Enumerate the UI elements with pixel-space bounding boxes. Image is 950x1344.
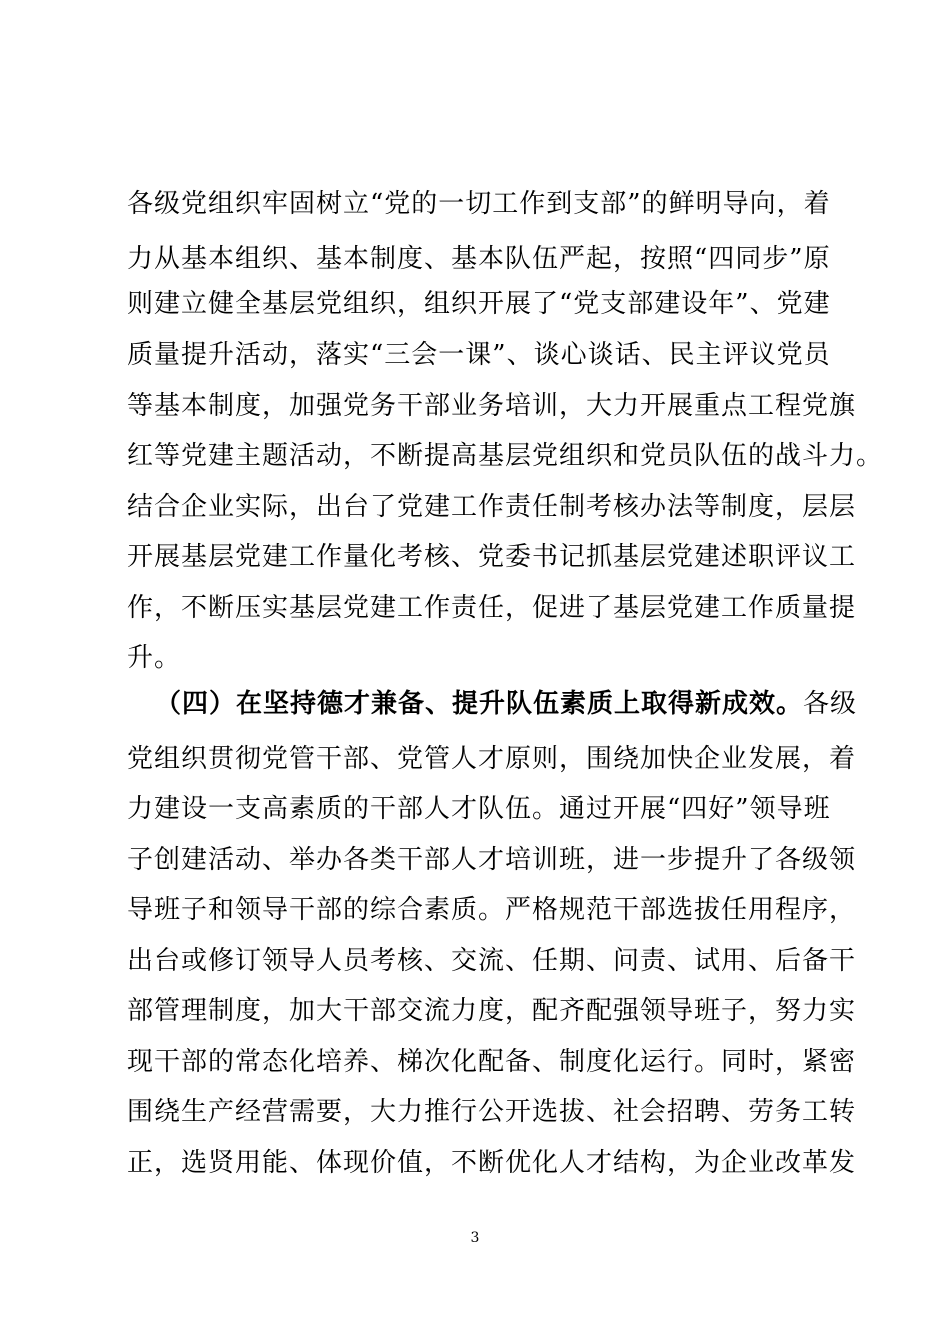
body-text-line: 围绕生产经营需要，大力推行公开选拔、社会招聘、劳务工转 [127,1097,857,1127]
section-heading: （四）在坚持德才兼备、提升队伍素质上取得新成效。 [155,689,804,719]
body-text-line: 正，选贤用能、体现价值，不断优化人才结构，为企业改革发 [127,1148,857,1178]
body-text-line: 结合企业实际，出台了党建工作责任制考核办法等制度，层层 [127,492,857,522]
body-text-line: 红等党建主题活动，不断提高基层党组织和党员队伍的战斗力。 [127,441,884,471]
body-text-line: 子创建活动、举办各类干部人才培训班，进一步提升了各级领 [127,845,857,875]
body-text-line: 导班子和领导干部的综合素质。严格规范干部选拔任用程序， [127,895,857,925]
body-text-line: 出台或修订领导人员考核、交流、任期、问责、试用、后备干 [127,946,857,976]
body-text-line: 升。 [127,643,182,673]
body-text-line: 现干部的常态化培养、梯次化配备、制度化运行。同时，紧密 [127,1047,857,1077]
body-text-line: 党组织贯彻党管干部、党管人才原则，围绕加快企业发展，着 [127,744,857,774]
body-text-line: 作，不断压实基层党建工作责任，促进了基层党建工作质量提 [127,593,857,623]
body-text-line: 则建立健全基层党组织，组织开展了“党支部建设年”、党建 [127,289,831,319]
body-text-line: 力从基本组织、基本制度、基本队伍严起，按照“四同步”原 [127,244,831,274]
body-text-line: 质量提升活动，落实“三会一课”、谈心谈话、民主评议党员 [127,340,831,370]
body-text-line: 部管理制度，加大干部交流力度，配齐配强领导班子，努力实 [127,996,857,1026]
section-heading-line [155,680,858,728]
section-heading-continuation: 各级 [803,689,858,719]
body-text-line: 开展基层党建工作量化考核、党委书记抓基层党建述职评议工 [127,542,857,572]
body-text-line: 等基本制度，加强党务干部业务培训，大力开展重点工程党旗 [127,391,857,421]
page-number: 3 [470,1230,480,1246]
body-text-line: 力建设一支高素质的干部人才队伍。通过开展“四好”领导班 [127,794,831,824]
body-text-line: 各级党组织牢固树立“党的一切工作到支部”的鲜明导向，着 [127,189,831,219]
